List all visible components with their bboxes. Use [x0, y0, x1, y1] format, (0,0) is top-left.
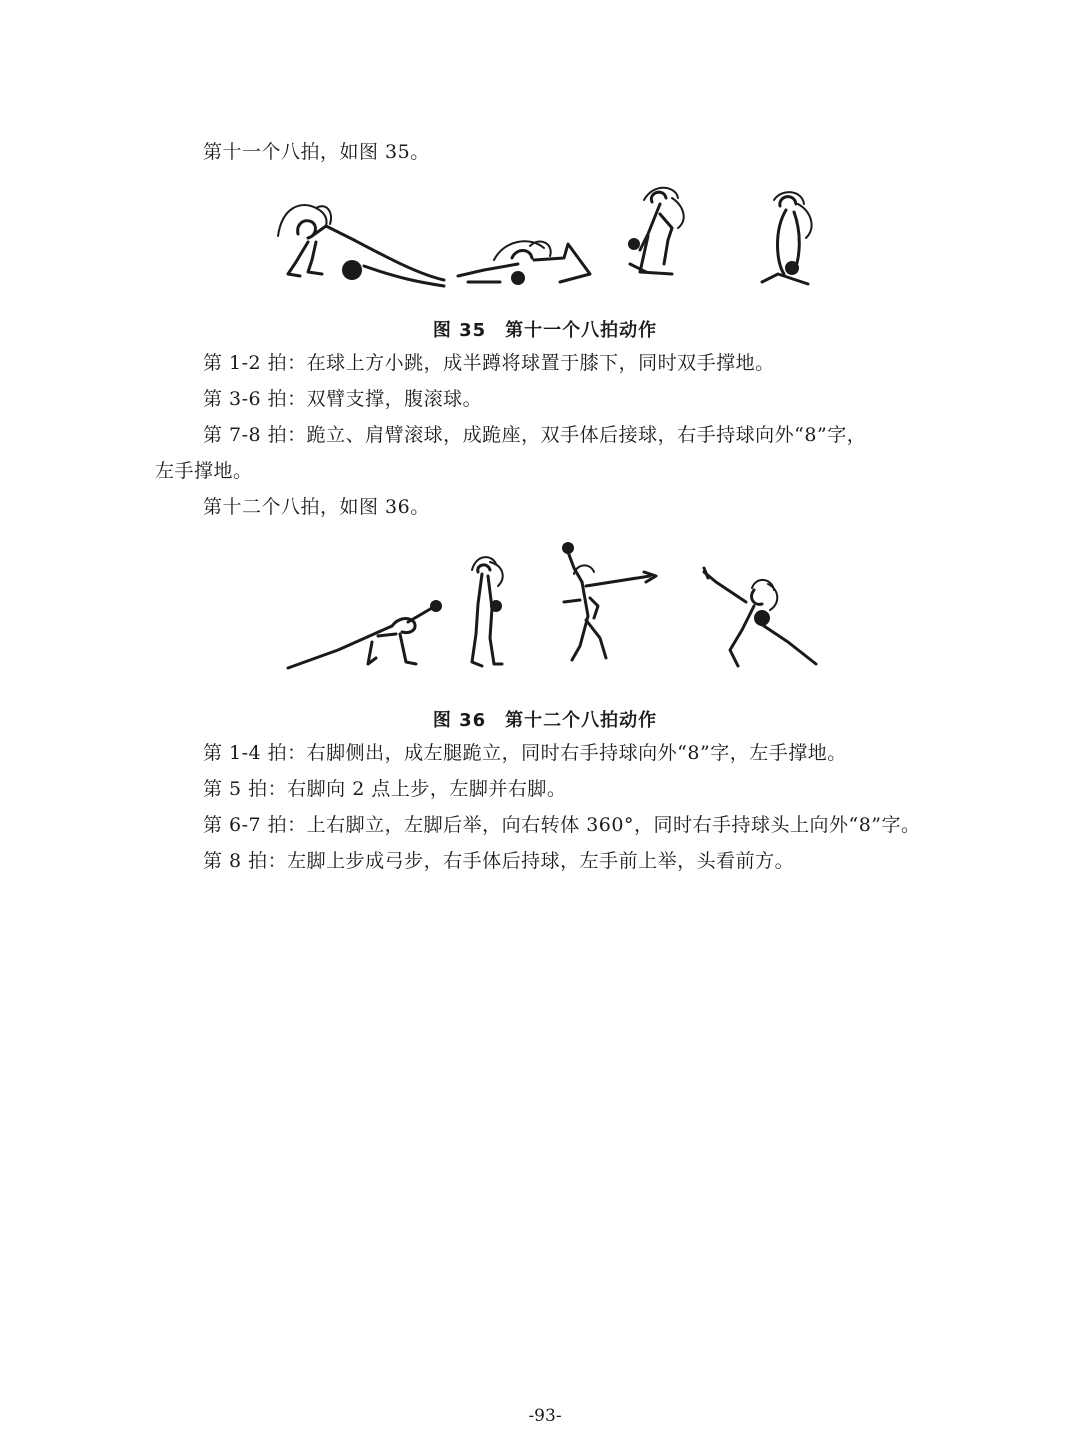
- figure-36-drawing: [268, 538, 828, 678]
- section-12-step-2: 第 5 拍：右脚向 2 点上步，左脚并右脚。: [203, 778, 567, 800]
- figure-36-pose-3: [562, 542, 656, 660]
- section-12-step-4: 第 8 拍：左脚上步成弓步，右手体后持球，左手前上举，头看前方。: [203, 850, 795, 872]
- figure-36-pose-2: [472, 557, 503, 666]
- figure-36-pose-4: [704, 568, 816, 666]
- figure-35: [268, 178, 828, 303]
- section-11-heading: 第十一个八拍，如图 35。: [203, 141, 430, 163]
- figure-35-pose-3: [628, 188, 684, 274]
- figure-35-pose-1: [278, 205, 444, 286]
- section-11-step-1: 第 1-2 拍：在球上方小跳，成半蹲将球置于膝下，同时双手撑地。: [203, 352, 775, 374]
- section-12-step-3: 第 6-7 拍：上右脚立，左脚后举，向右转体 360°，同时右手持球头上向外“8”字。: [203, 814, 921, 836]
- figure-35-drawing: [268, 178, 828, 303]
- figure-35-pose-2: [458, 241, 590, 285]
- figure-36-caption: 图 36 第十二个八拍动作: [432, 710, 658, 731]
- page-number: -93-: [528, 1406, 562, 1426]
- figure-36-pose-1: [288, 600, 442, 668]
- section-11-step-3: 第 7-8 拍：跪立、肩臂滚球，成跪座，双手体后接球，右手持球向外“8”字，: [203, 424, 867, 446]
- figure-35-pose-4: [762, 192, 812, 284]
- section-11-step-2: 第 3-6 拍：双臂支撑，腹滚球。: [203, 388, 483, 410]
- figure-36: [268, 538, 828, 678]
- section-12-step-1: 第 1-4 拍：右脚侧出，成左腿跪立，同时右手持球向外“8”字，左手撑地。: [203, 742, 847, 764]
- section-12-heading: 第十二个八拍，如图 36。: [203, 496, 430, 518]
- figure-35-caption: 图 35 第十一个八拍动作: [432, 320, 658, 341]
- section-11-step-3-cont: 左手撑地。: [155, 460, 253, 482]
